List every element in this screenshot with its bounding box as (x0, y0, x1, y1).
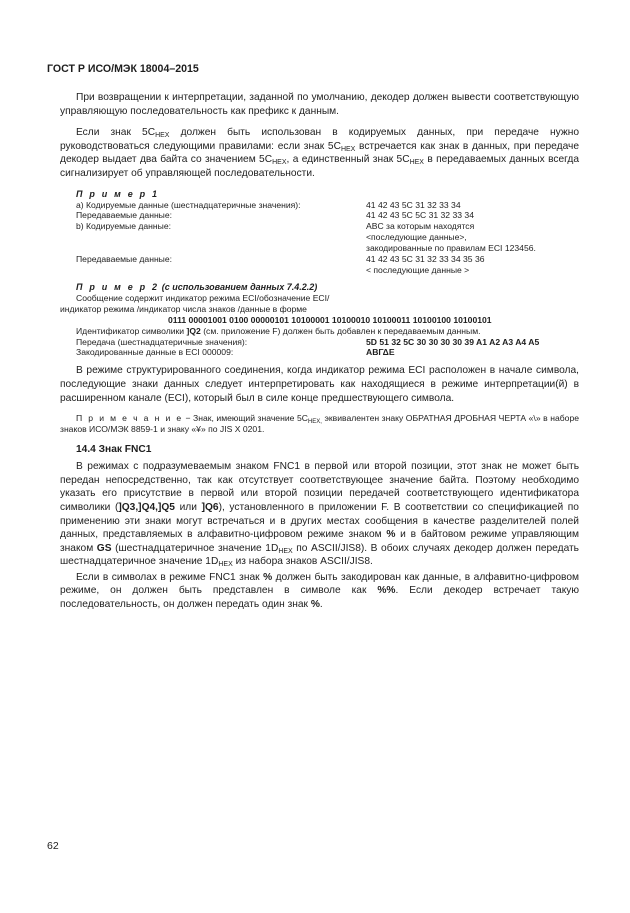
page-number: 62 (47, 840, 59, 852)
example-row: Закодированные данные в ECI 000009: ΑΒΓΔΕ (76, 347, 395, 358)
example2-block (60, 293, 579, 358)
example2-ident: Идентификатор символики ]Q2 (см. приложение F) должен быть добавлен к передаваемым данным. (76, 325, 481, 336)
example2-line: Сообщение содержит индикатор режима ECI/обозначение ECI/ (76, 292, 330, 303)
example-row: b) Кодируемые данные: ABC за которым находятся (76, 221, 475, 232)
example1-title: П р и м е р 1 (76, 188, 160, 199)
note: П р и м е ч а н и е − Знак, имеющий значение $5C_{HEX,}$ эквивалентен знаку ОБРАТНАЯ ДРОБНАЯ ЧЕРТА «\» в наборе знаков ИСО/МЭК 8859-1 и знаку «¥» по JIS X 0201. (60, 413, 580, 435)
example-row: а) Кодируемые данные (шестнадцатеричные значения): 41 42 43 5C 31 32 33 34 (76, 199, 461, 210)
example-row: Передаваемые данные: 41 42 43 5C 5C 31 32 33 34 (76, 210, 474, 221)
paragraph-structured-append: В режиме структурированного соединения, когда индикатор режима ECI расположен в начале символа, последующие знаки данных следует интерпретировать как находящиеся в режиме интерпретации(й) в расширенном канале (ECI), который был в силе конце предшествующего символа. (60, 365, 579, 404)
example2-line: индикатор режима /индикатор числа знаков /данные в форме (60, 303, 307, 314)
example1-block (60, 200, 579, 276)
example-row: < последующие данные > (366, 265, 470, 275)
section-heading: 14.4 Знак FNC1 (76, 444, 152, 456)
paragraph-fnc1: В режимах с подразумеваемым знаком FNC1 в первой или второй позиции, этот знак не может быть передан непосредственно, так как отсутствует соответствующее значение байта. Поэтому необходимо указать его присутствие в первой или второй позиции передачей соответствующего идентификатора символики (]Q3,]Q4,]Q5 или ]Q6), установленного в приложении F. В соответствии со спецификацией по применению эти знаки могут встречаться и в других местах сообщения в качестве разделителей полей данных, представляемых в алфавитно-цифровом режиме знаком % и в байтовом режиме управляющим знаком GS (шестнадцатеричное значение $1D_{HEX}$ по ASCII/JIS8). В обоих случаях декодер должен передать шестнадцатеричное значение $1D_{HEX}$ из набора знаков ASCII/JIS8. (60, 461, 579, 569)
example-row: Передача (шестнадцатеричные значения): 5D 51 32 5C 30 30 30 30 39 A1 A2 A3 A4 A5 (76, 336, 540, 347)
example-row: закодированные по правилам ECI 123456. (366, 243, 536, 254)
example2-bitstream: 0111 00001001 0100 00000101 10100001 10100010 10100011 10100100 10100101 (168, 314, 492, 325)
document-body (60, 91, 579, 620)
example2-title: П р и м е р 2 (с использованием данных 7.4.2.2) (76, 281, 318, 292)
paragraph-5c-rule: Если знак $5C_{HEX}$ должен быть использован в кодируемых данных, при передаче нужно руководствоваться следующими правилами: если знак $5C_{HEX}$ встречается как знак в данных, при передаче декодер выдает два байта со значением $5C_{HEX}$, а единственный знак $5C_{HEX}$ в передаваемых данных всегда сигнализирует об управляющей последовательности. (60, 127, 579, 179)
running-header: ГОСТ Р ИСО/МЭК 18004–2015 (47, 63, 199, 75)
paragraph-default-interpretation: При возвращении к интерпретации, заданной по умолчанию, декодер должен вывести соответствующую управляющую последовательность как префикс к данным. (60, 92, 579, 117)
paragraph-percent: Если в символах в режиме FNC1 знак % должен быть закодирован как данные, в алфавитно-цифровом режиме, он должен быть представлен в символе как %%. Если декодер встречает такую последовательность, он должен передать один знак %. (60, 571, 579, 611)
example-row: <последующие данные>, (366, 232, 467, 243)
example-row: Передаваемые данные: 41 42 43 5C 31 32 33 34 35 36 (76, 254, 485, 265)
